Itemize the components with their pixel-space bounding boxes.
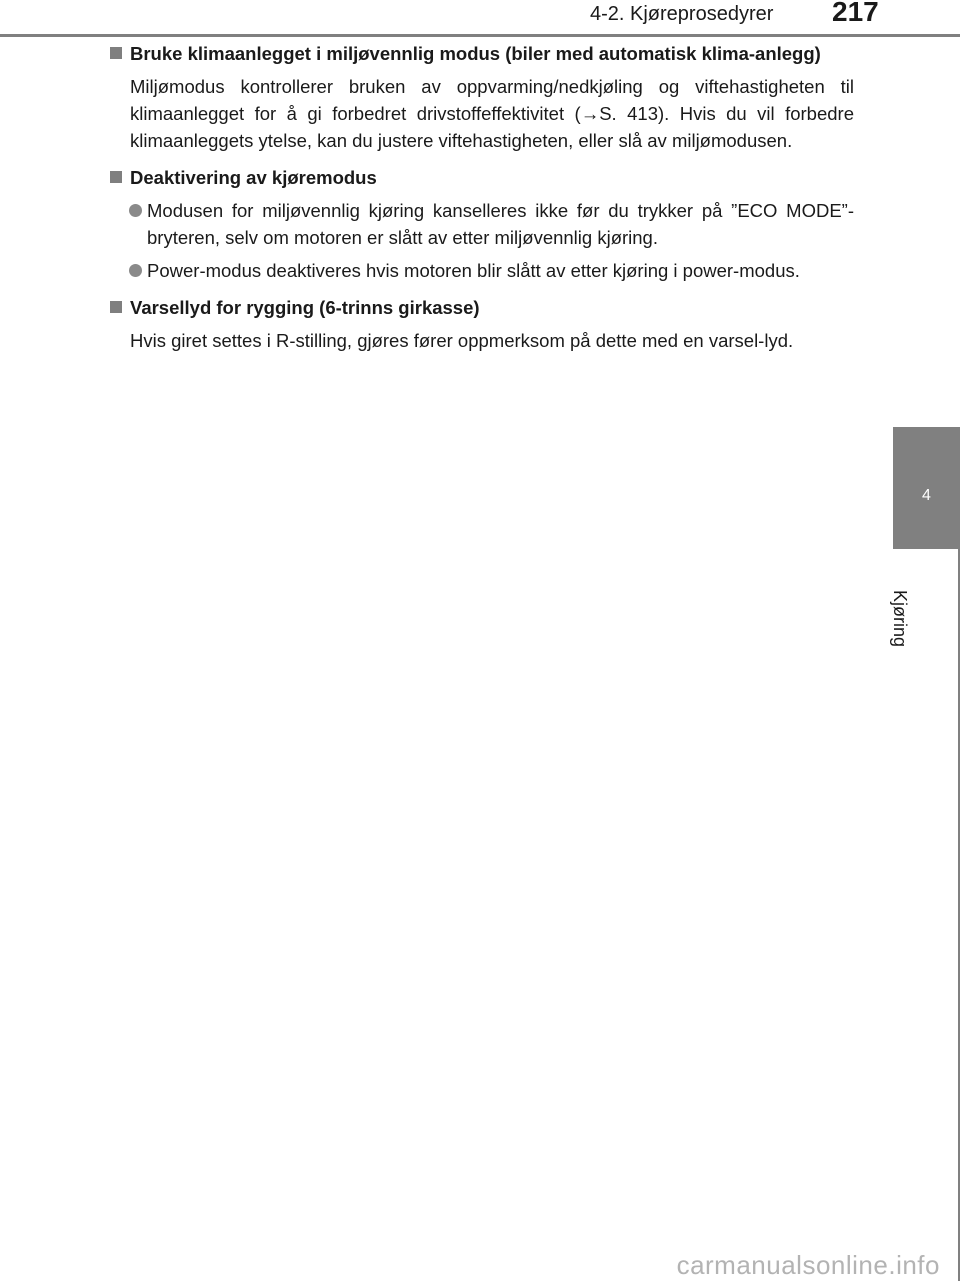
paragraph (108, 73, 854, 154)
heading-text: Deaktivering av kjøremodus (130, 167, 377, 188)
section-heading (108, 164, 854, 191)
square-bullet-icon (110, 47, 122, 59)
running-header: 4-2. Kjøreprosedyrer (590, 3, 774, 25)
page-content (108, 40, 854, 364)
chapter-tab (893, 427, 960, 549)
square-bullet-icon (110, 301, 122, 313)
list-item (108, 257, 854, 284)
chapter-label: Kjøring (890, 590, 910, 648)
round-bullet-icon (129, 264, 142, 277)
section-heading (108, 294, 854, 321)
header-rule (0, 34, 960, 37)
square-bullet-icon (110, 171, 122, 183)
round-bullet-icon (129, 204, 142, 217)
page-number: 217 (832, 0, 879, 27)
list-item-text: Modusen for miljøvennlig kjøring kanselleres ikke før du trykker på ”ECO MODE”-bryteren, selv om motoren er slått av etter miljøvennlig kjøring. (147, 200, 854, 248)
section-heading (108, 40, 854, 67)
list-item-text: Power-modus deaktiveres hvis motoren blir slått av etter kjøring i power-modus. (147, 260, 800, 281)
paragraph-text-b: S. 413). Hvis du vil forbedre klimaanleggets ytelse, kan du justere viftehastigheten, eller slå av miljømodusen. (130, 103, 854, 151)
section-deactivate-mode (108, 164, 854, 284)
chapter-number: 4 (922, 487, 931, 504)
paragraph-text-a: Miljømodus kontrollerer bruken av oppvarming/nedkjøling og viftehastigheten til klimaanlegget for å gi forbedret drivstoffeffektivitet ( (130, 76, 854, 124)
section-reverse-buzzer (108, 294, 854, 354)
paragraph: Hvis giret settes i R-stilling, gjøres fører oppmerksom på dette med en varsel-lyd. (130, 330, 794, 351)
list-item (108, 197, 854, 251)
heading-text: Bruke klimaanlegget i miljøvennlig modus (biler med automatisk klima-anlegg) (130, 43, 821, 64)
section-eco-climate (108, 40, 854, 154)
arrow-icon: → (580, 103, 600, 124)
heading-text: Varsellyd for rygging (6-trinns girkasse) (130, 297, 480, 318)
watermark: carmanualsonline.info (676, 1250, 940, 1280)
